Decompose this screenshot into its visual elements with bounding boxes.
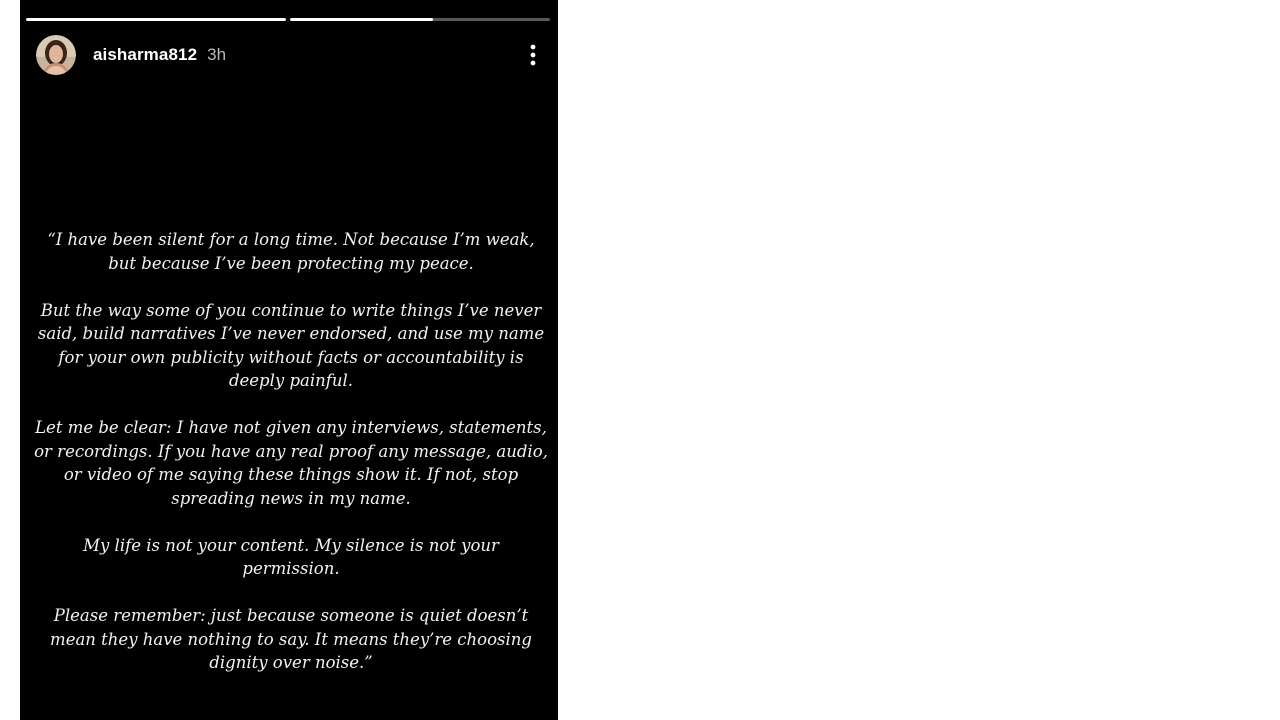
avatar-image (36, 35, 76, 75)
more-vertical-icon (530, 44, 536, 66)
story-paragraph: Let me be clear: I have not given any interviews, statements, or recordings. If you have any real proof any message, audio, or video of me saying these things show it. If not, stop spreading news in my name. (34, 418, 548, 508)
story-paragraph: “I have been silent for a long time. Not because I’m weak, but because I’ve been protecting my peace. (47, 230, 535, 273)
progress-segment (26, 18, 286, 21)
progress-segment-fill (290, 18, 433, 21)
story-text (34, 228, 548, 675)
progress-segment-fill (26, 18, 286, 21)
story-paragraph: My life is not your content. My silence is not your permission. (83, 535, 499, 578)
username[interactable]: aisharma812 (93, 45, 198, 64)
progress-segment (290, 18, 550, 21)
story-header (36, 34, 540, 76)
more-options-button[interactable] (526, 41, 540, 69)
timestamp: 3h (207, 45, 227, 64)
avatar[interactable] (36, 35, 76, 75)
story-viewer[interactable] (20, 0, 558, 720)
story-progress-bar (26, 18, 550, 21)
story-paragraph: Please remember: just because someone is quiet doesn’t mean they have nothing to say. It means they’re choosing dignity over noise.” (50, 606, 532, 672)
story-paragraph: But the way some of you continue to write things I’ve never said, build narratives I’ve never endorsed, and use my name for your own publicity without facts or accountability is deeply painful. (37, 300, 545, 390)
